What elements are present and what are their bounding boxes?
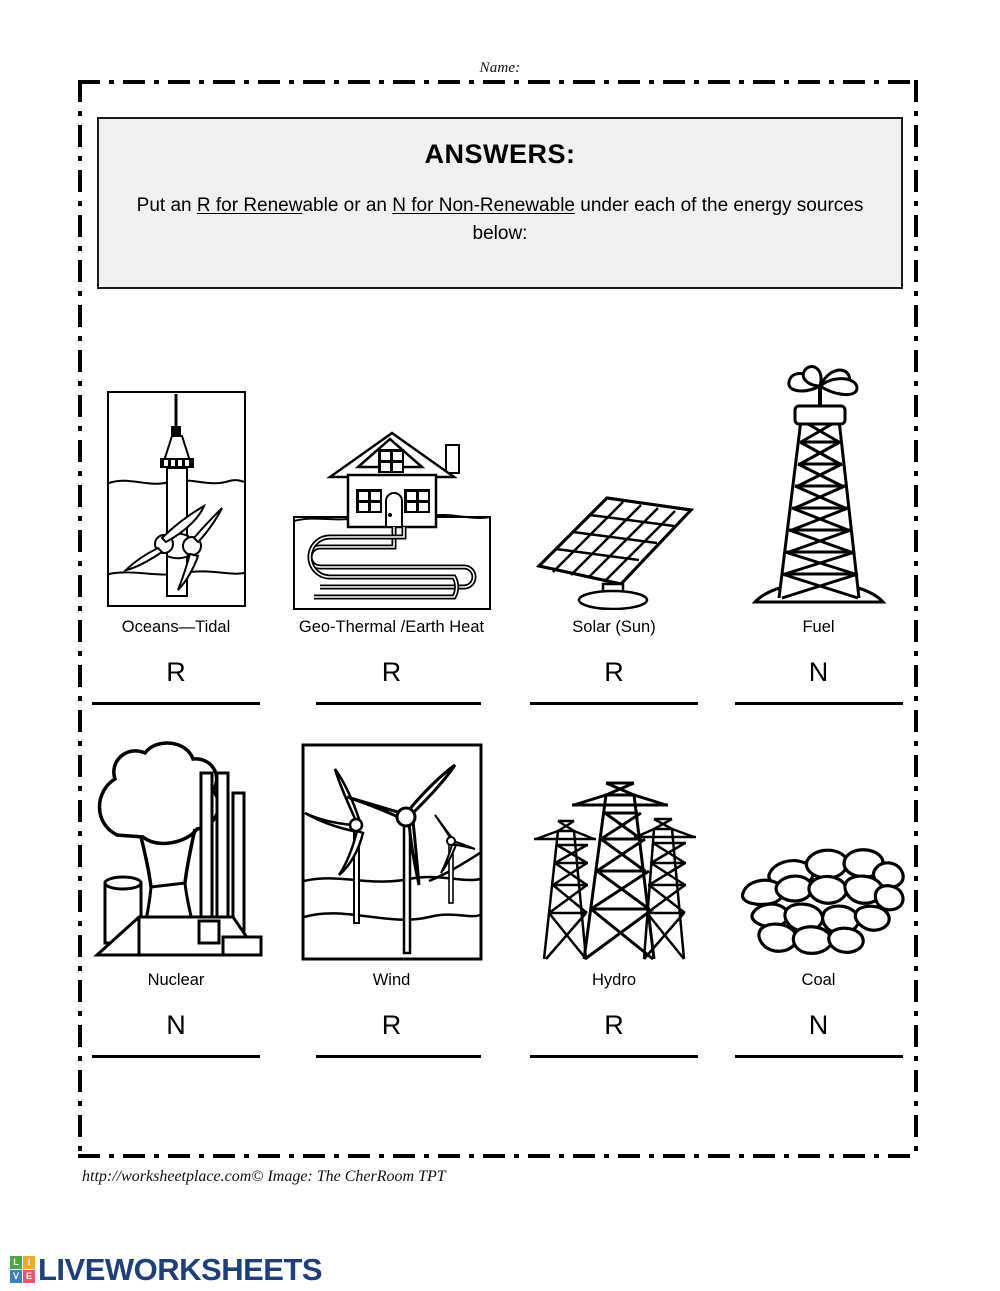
energy-card-coal	[719, 733, 918, 1058]
wind-turbines-icon	[274, 733, 509, 963]
grid-row-1	[78, 380, 918, 705]
energy-card-caption: Solar (Sun)	[572, 618, 656, 636]
answer-value[interactable]: N	[166, 1010, 186, 1040]
grid-row-2	[78, 733, 918, 1058]
solar-panel-icon	[509, 380, 719, 610]
energy-card-caption: Oceans—Tidal	[121, 618, 231, 636]
energy-card-caption: Nuclear	[147, 971, 205, 989]
answer-line[interactable]	[92, 702, 260, 705]
energy-card-nuclear	[78, 733, 274, 1058]
logo-tile-v: V	[10, 1270, 22, 1283]
answer-line[interactable]	[735, 1055, 903, 1058]
energy-card-caption: Geo-Thermal /Earth Heat	[298, 618, 485, 636]
answer-line[interactable]	[316, 702, 481, 705]
energy-card-caption: Wind	[372, 971, 411, 989]
energy-card-geothermal	[274, 380, 509, 705]
instruction-panel	[97, 117, 903, 289]
source-credit: http://worksheetplace.com© Image: The CherRoom TPT	[82, 1168, 446, 1185]
liveworksheets-logo	[10, 1254, 322, 1285]
instruction-underline-nonrenewable: N for Non-Renewable	[392, 195, 575, 216]
instruction-underline-renewable: R for Renew	[196, 195, 303, 216]
instruction-text-part3: under each of the energy sources below:	[472, 195, 864, 244]
energy-card-tidal	[78, 380, 274, 705]
answer-value[interactable]: R	[604, 657, 624, 687]
oil-derrick-icon	[719, 380, 918, 610]
answer-value[interactable]: R	[381, 657, 402, 687]
energy-card-solar	[509, 380, 719, 705]
answer-value[interactable]: R	[604, 1010, 624, 1040]
instruction-text-part2: able or an	[302, 195, 393, 216]
tidal-turbine-icon	[78, 380, 274, 610]
answers-title: ANSWERS:	[424, 139, 576, 169]
answer-value[interactable]: N	[808, 657, 829, 687]
logo-wordmark: LIVEWORKSHEETS	[38, 1252, 323, 1287]
energy-card-caption: Hydro	[591, 971, 636, 989]
answer-line[interactable]	[530, 702, 698, 705]
answer-value[interactable]: R	[381, 1010, 402, 1040]
logo-tile-e: E	[23, 1270, 35, 1283]
instruction-text	[125, 192, 875, 247]
coal-pile-icon	[719, 733, 918, 963]
answer-line[interactable]	[316, 1055, 481, 1058]
energy-source-grid	[78, 380, 918, 1058]
instruction-text-part1: Put an	[136, 195, 197, 216]
answer-line[interactable]	[530, 1055, 698, 1058]
answer-line[interactable]	[92, 1055, 260, 1058]
answer-value[interactable]: N	[808, 1010, 829, 1040]
logo-tile-i: I	[23, 1256, 35, 1269]
energy-card-fuel	[719, 380, 918, 705]
name-field-label: Name:	[479, 60, 521, 76]
energy-card-wind	[274, 733, 509, 1058]
energy-card-caption: Fuel	[802, 618, 835, 636]
energy-card-caption: Coal	[801, 971, 836, 989]
answer-line[interactable]	[735, 702, 903, 705]
nuclear-plant-icon	[78, 733, 274, 963]
geothermal-house-icon	[274, 380, 509, 610]
logo-tiles	[10, 1256, 35, 1283]
power-pylons-icon	[509, 733, 719, 963]
logo-tile-l: L	[10, 1256, 22, 1269]
energy-card-hydro	[509, 733, 719, 1058]
answer-value[interactable]: R	[166, 657, 186, 687]
